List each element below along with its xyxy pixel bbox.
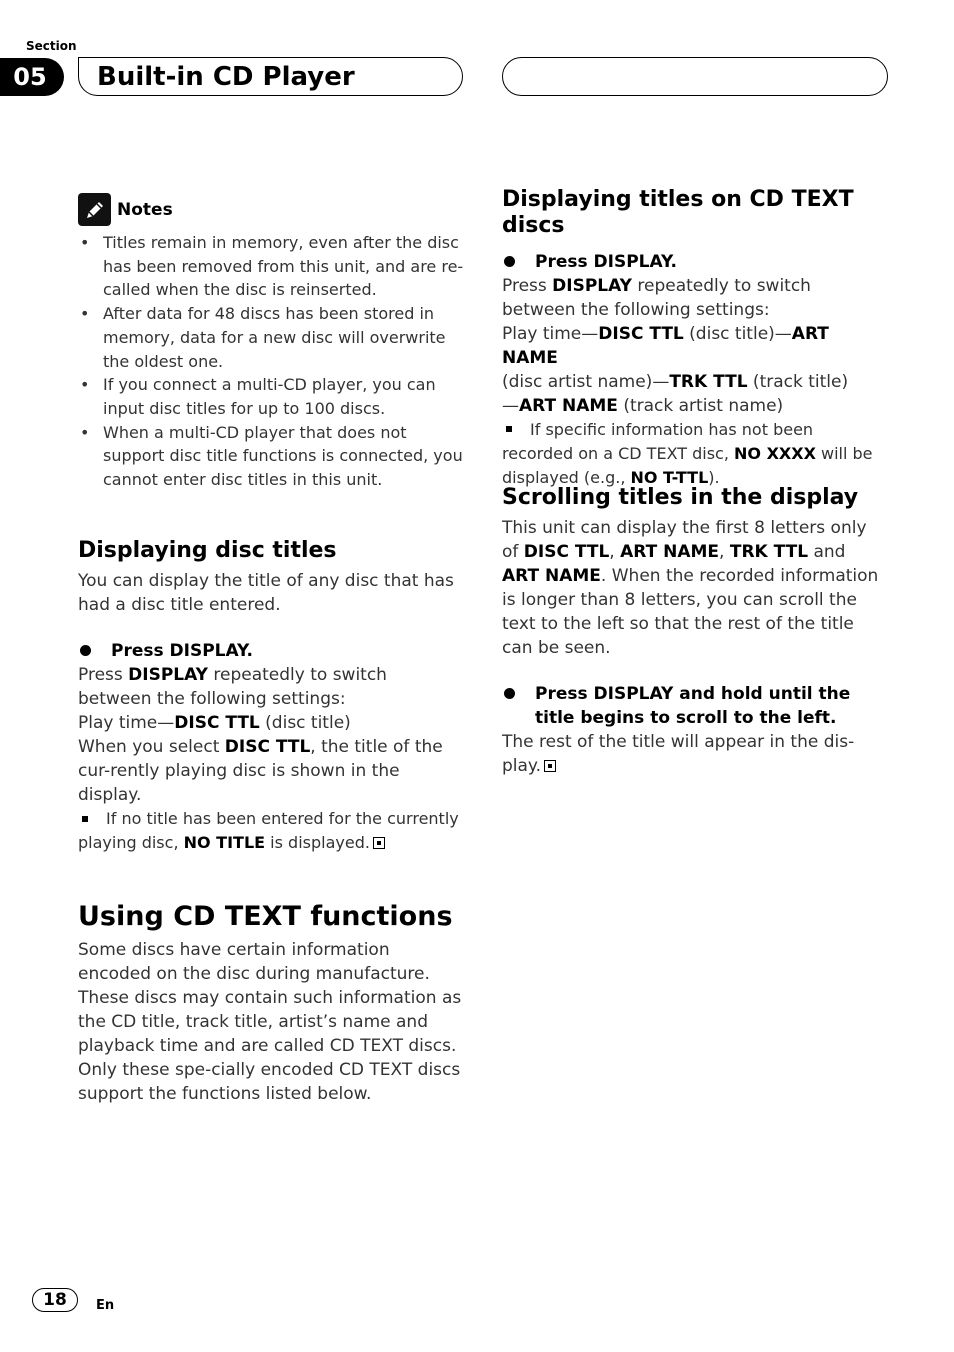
section-title: Using CD TEXT functions: [78, 901, 453, 932]
step-detail: Press DISPLAY repeatedly to switch between the following settings:: [78, 665, 387, 710]
note-text: If no title has been entered for the currently playing disc, NO TITLE is displayed.: [78, 809, 459, 853]
bullet-dot-icon: [504, 688, 515, 699]
list-item: • Titles remain in memory, even after the disc has been removed from this unit, and are re-called when the disc is reinserted.: [78, 231, 464, 302]
section-label: Section: [26, 39, 77, 53]
step-instruction: Press DISPLAY.: [78, 639, 464, 663]
bullet-dot-icon: [504, 256, 515, 267]
list-item: • When a multi-CD player that does not support disc title functions is connected, you cannot enter disc titles in this unit.: [78, 421, 464, 492]
pencil-icon: [78, 193, 111, 226]
select-detail: When you select DISC TTL, the title of the cur-rently playing disc is shown in the display.: [78, 737, 443, 806]
chapter-title: Built-in CD Player: [78, 57, 463, 96]
settings-sequence: Play time—DISC TTL (disc title)—ART NAME (disc artist name)—TRK TTL (track title) —ART NAME (track artist name): [502, 323, 849, 416]
notes-list: [78, 231, 464, 492]
header-empty-box: [502, 57, 888, 96]
section-heading: Scrolling titles in the display: [502, 485, 859, 510]
page-number: 18: [32, 1288, 78, 1312]
end-mark-icon: [544, 760, 556, 772]
notes-label: Notes: [117, 199, 173, 220]
scrolling-titles-section: [502, 485, 888, 778]
section-heading: Displaying disc titles: [78, 538, 337, 563]
bullet-dot-icon: [80, 645, 91, 656]
intro-text: You can display the title of any disc that has had a disc title entered.: [78, 571, 454, 616]
note-text: If specific information has not been recorded on a CD TEXT disc, NO XXXX will be displayed (e.g., NO T-TTL).: [502, 419, 873, 487]
square-bullet-icon: [506, 426, 512, 432]
end-mark-icon: [373, 837, 385, 849]
body-text: Some discs have certain information encoded on the disc during manufacture. These discs may contain such information as the CD title, track title, artist’s name and playback time and are called CD TEXT discs. Only these spe-cially encoded CD TEXT discs support the functions listed below.: [78, 940, 462, 1105]
result-text: The rest of the title will appear in the dis-play.: [502, 732, 855, 777]
notes-header: [78, 193, 173, 226]
settings-sequence: Play time—DISC TTL (disc title): [78, 713, 351, 734]
displaying-disc-titles-section: [78, 538, 464, 855]
list-item: • After data for 48 discs has been stored in memory, data for a new disc will overwrite the oldest one.: [78, 302, 464, 373]
step-instruction: Press DISPLAY and hold until the title begins to scroll to the left.: [502, 682, 888, 730]
intro-text: This unit can display the first 8 letters only of DISC TTL, ART NAME, TRK TTL and ART NAME. When the recorded information is longer than 8 letters, you can scroll the text to the left so that the rest of the title can be seen.: [502, 518, 879, 659]
section-heading: Displaying titles on CD TEXT discs: [502, 187, 854, 239]
using-cd-text-section: [78, 901, 464, 1106]
step-detail: Press DISPLAY repeatedly to switch between the following settings:: [502, 275, 811, 320]
section-number-badge: 05: [0, 58, 64, 96]
square-bullet-icon: [82, 816, 88, 822]
language-label: En: [96, 1298, 115, 1313]
list-item: • If you connect a multi-CD player, you can input disc titles for up to 100 discs.: [78, 373, 464, 420]
step-instruction: Press DISPLAY.: [502, 250, 888, 274]
displaying-cd-text-section: [502, 187, 888, 490]
